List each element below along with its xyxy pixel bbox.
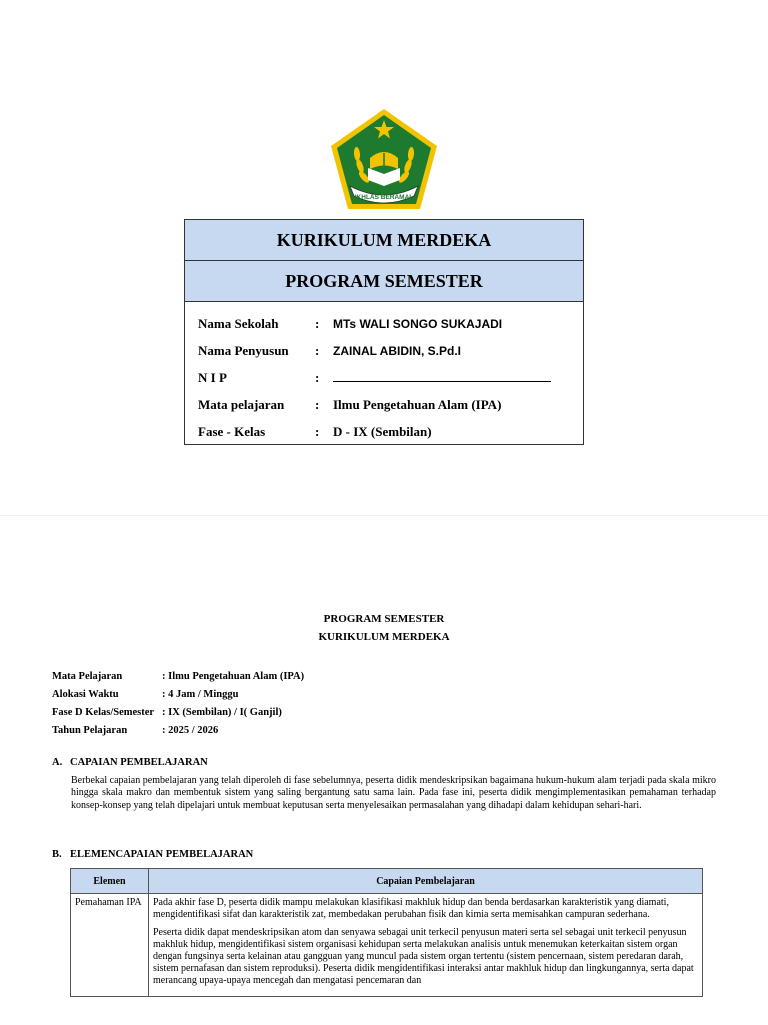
kemenag-logo-icon	[328, 106, 440, 214]
info-value: D - IX (Sembilan)	[333, 423, 432, 439]
info-label: Nama Sekolah	[198, 315, 279, 331]
capaian-paragraph: Peserta didik dapat mendeskripsikan atom dan senyawa sebagai unit terkecil penyusun materi serta sel sebagai unit terkecil penyusun makhluk hidup, mengidentifikasi sistem organisasi kehidupan serta melakukan analisis untuk menemukan keterkaitan sistem organ dengan fungsinya serta kelainan atau gangguan yang muncul pada sistem organ tertentu (sistem pencernaan, sistem peredaran darah, sistem pernafasan dan sistem reproduksi). Peserta didik mengidentifikasi interaksi antar makhluk hidup dan lingkungannya, serta dapat merancang upaya-upaya mencegah dan mengatasi pencemaran dan	[153, 927, 694, 986]
meta-label: Alokasi Waktu	[52, 688, 119, 700]
meta-value: : 4 Jam / Minggu	[162, 688, 239, 700]
doc-meta	[52, 667, 304, 739]
section-a-heading	[52, 757, 208, 768]
meta-value: : Ilmu Pengetahuan Alam (IPA)	[162, 670, 305, 682]
meta-row	[52, 685, 304, 703]
info-label: N I P	[198, 369, 227, 385]
cover-box	[184, 219, 584, 445]
info-colon: :	[315, 423, 320, 439]
meta-row	[52, 703, 304, 721]
meta-row	[52, 667, 304, 685]
info-colon: :	[315, 342, 320, 358]
info-label: Nama Penyusun	[198, 342, 289, 358]
doc-title: PROGRAM SEMESTER	[323, 613, 445, 625]
meta-value: : 2025 / 2026	[162, 724, 219, 736]
info-colon: :	[315, 396, 320, 412]
info-label: Mata pelajaran	[198, 396, 285, 412]
capaian-paragraph: Pada akhir fase D, peserta didik mampu melakukan klasifikasi makhluk hidup dan benda berdasarkan karakteristik yang diamati, mengidentifikasi sifat dan karakteristik zat, membedakan perubahan fisik dan kimia serta memisahkan campuran sederhana.	[153, 897, 669, 920]
info-value: Ilmu Pengetahuan Alam (IPA)	[333, 396, 502, 412]
meta-label: Mata Pelajaran	[52, 670, 123, 682]
meta-value: : IX (Sembilan) / I( Ganjil)	[162, 706, 282, 718]
cover-subtitle: PROGRAM SEMESTER	[185, 261, 583, 302]
info-colon: :	[315, 369, 320, 385]
section-a-text: Berbekal capaian pembelajaran yang telah diperoleh di fase sebelumnya, peserta didik mendeskripsikan bagaimana hukum-hukum alam terjadi pada skala mikro hingga skala makro dan membentuk sistem yang saling bergantung satu sama lain. Pada fase ini, peserta didik mengimplementasikan pemahaman terhadap konsep-konsep yang telah dipelajari untuk membuat keputusan serta menyelesaikan permasalahan yang dihadapi dalam kehidupan sehari-hari.	[71, 775, 716, 811]
info-value: MTs WALI SONGO SUKAJADI	[333, 316, 503, 331]
header-elemen: Elemen	[71, 869, 149, 894]
cover-info	[185, 302, 583, 445]
cover-title: KURIKULUM MERDEKA	[185, 220, 583, 261]
cell-capaian	[149, 894, 703, 997]
header-capaian: Capaian Pembelajaran	[149, 869, 703, 894]
nip-blank-line	[333, 369, 551, 386]
info-row-author	[198, 337, 583, 364]
meta-row	[52, 721, 304, 739]
section-title: CAPAIAN PEMBELAJARAN	[70, 757, 208, 768]
section-title: ELEMENCAPAIAN PEMBELAJARAN	[70, 849, 254, 860]
cell-elemen: Pemahaman IPA	[71, 894, 149, 997]
table-row	[71, 894, 703, 997]
info-row-nip	[198, 364, 583, 391]
info-row-phase	[198, 418, 583, 445]
section-letter: A.	[52, 757, 63, 768]
doc-subtitle: KURIKULUM MERDEKA	[318, 631, 450, 643]
capaian-table	[70, 868, 703, 997]
svg-text:IKHLAS BERAMAL: IKHLAS BERAMAL	[354, 194, 414, 201]
section-b-heading	[52, 849, 253, 860]
meta-label: Tahun Pelajaran	[52, 724, 128, 736]
info-row-subject	[198, 391, 583, 418]
info-label: Fase - Kelas	[198, 423, 266, 439]
section-letter: B.	[52, 849, 62, 860]
meta-label: Fase D Kelas/Semester	[52, 706, 155, 718]
info-row-school	[198, 310, 583, 337]
info-value: ZAINAL ABIDIN, S.Pd.I	[333, 343, 462, 358]
table-header-row	[71, 869, 703, 894]
info-colon: :	[315, 315, 320, 331]
